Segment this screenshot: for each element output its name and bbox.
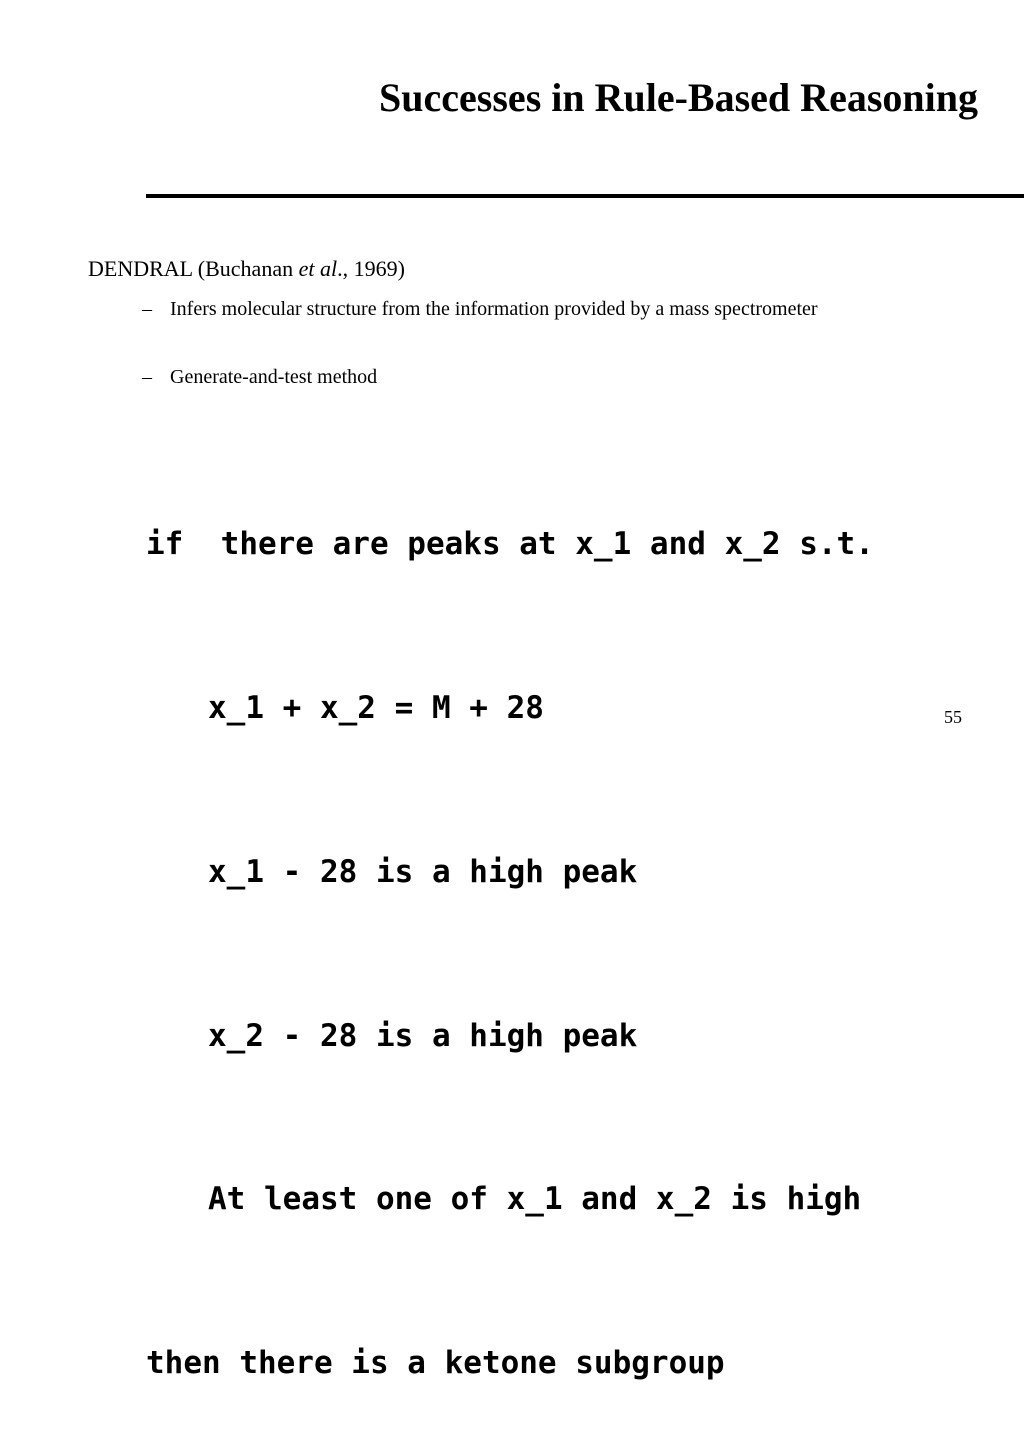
page-number: 55 [944,707,962,727]
sub-bullet-text: Infers molecular structure from the information provided by a mass spectrometer [170,298,818,320]
code-line-condition-high: At least one of x_1 and x_2 is high [208,1181,862,1218]
code-line-if: if there are peaks at x_1 and x_2 s.t. [146,526,874,563]
title-divider [146,194,1024,198]
rule-code-block [146,408,874,1445]
main-bullet [88,256,405,282]
main-bullet-prefix: DENDRAL (Buchanan [88,256,299,281]
sub-bullet-dash: – [142,298,152,320]
sub-bullet-text: Generate-and-test method [170,366,378,388]
main-bullet-italic: et al [298,256,338,281]
sub-bullet-method [142,362,870,393]
sub-bullet-inference [142,294,870,325]
code-line-condition-x1: x_1 - 28 is a high peak [208,853,638,890]
code-line-condition-sum: x_1 + x_2 = M + 28 [208,689,544,726]
code-line-condition-x2: x_2 - 28 is a high peak [208,1017,638,1054]
code-line-then: then there is a ketone subgroup [146,1345,725,1382]
main-bullet-suffix: ., 1969) [337,256,405,281]
sub-bullet-dash: – [142,366,152,388]
slide-title: Successes in Rule-Based Reasoning [379,75,978,120]
